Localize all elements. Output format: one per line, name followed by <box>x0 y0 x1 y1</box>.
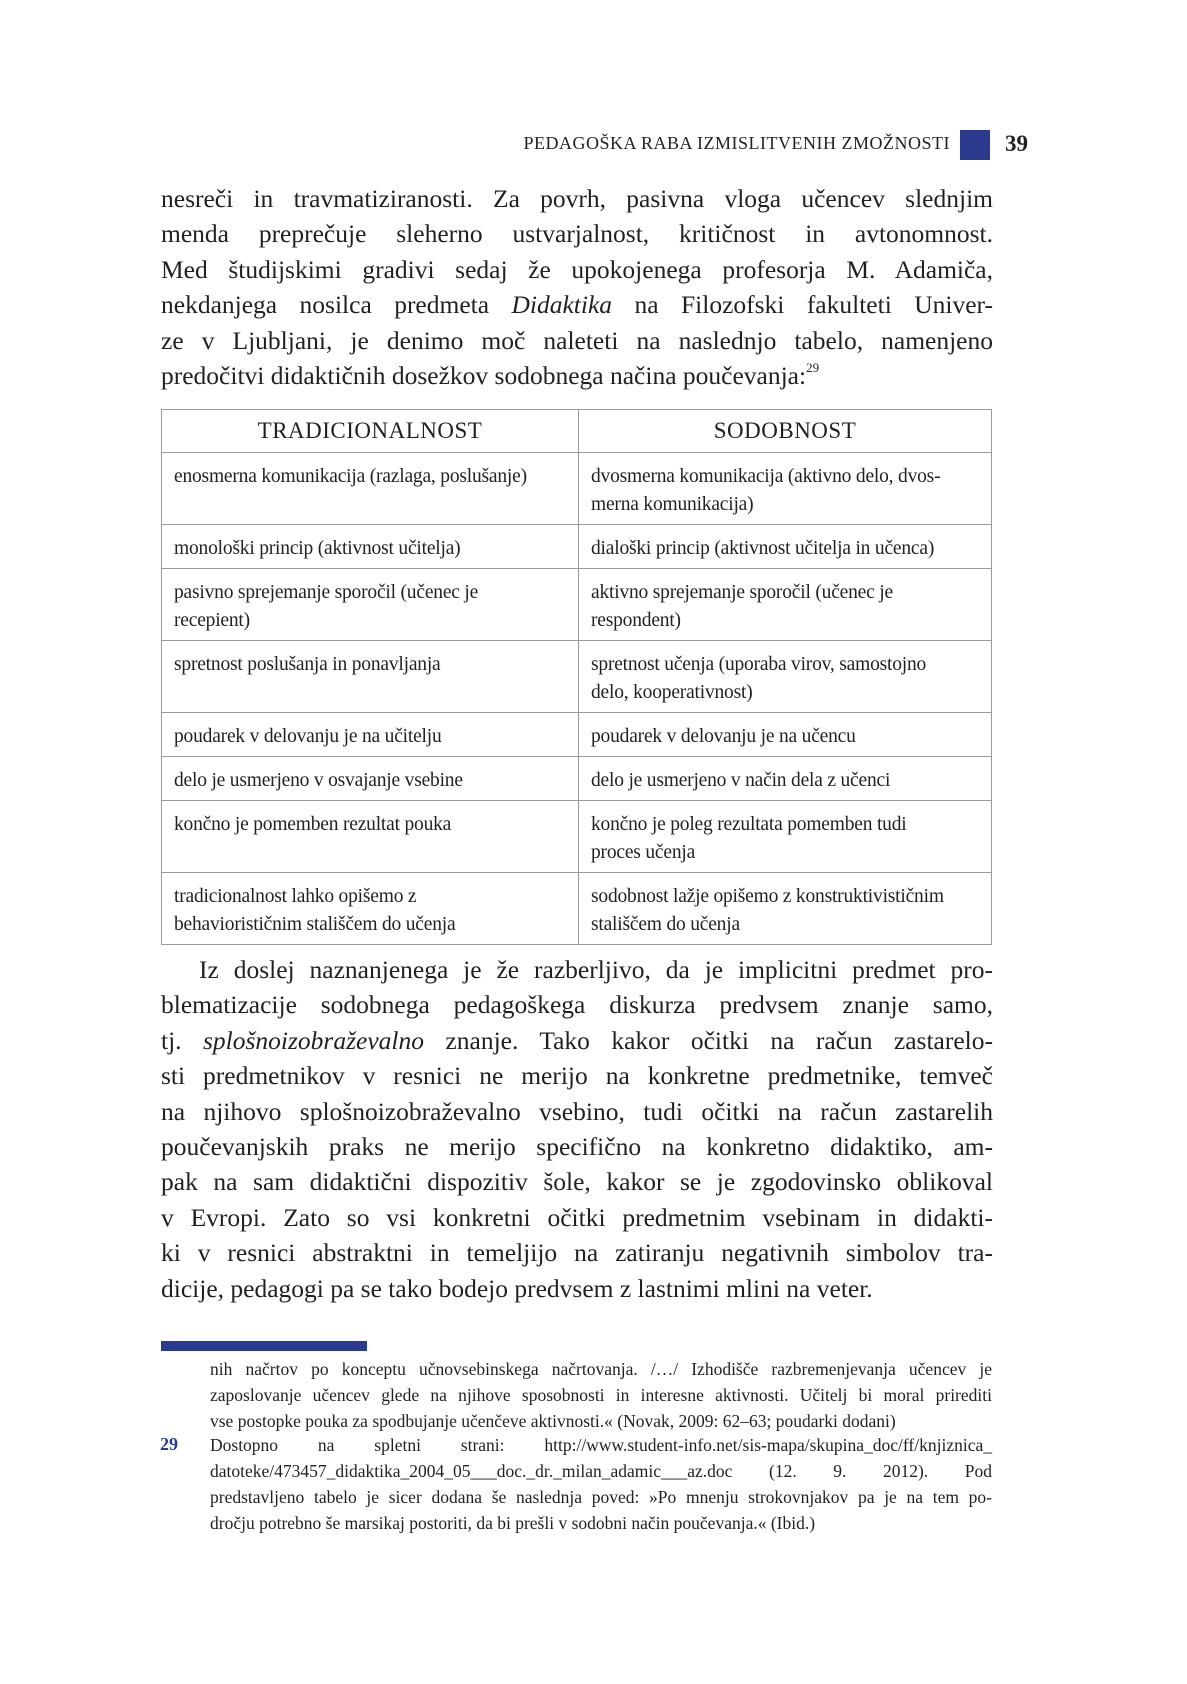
body-paragraph-1 <box>161 181 993 393</box>
column-header-traditional: TRADICIONALNOST <box>162 410 579 453</box>
text-line: sti predmetnikov v resnici ne merijo na konkretne predmetnike, temveč <box>161 1061 993 1091</box>
text-line: Iz doslej naznanjenega je že razberljivo, da je implicitni predmet pro- <box>199 955 993 984</box>
cell-text: behaviorističnim stališčem do učenja <box>174 914 456 935</box>
footnote-line: zaposlovanje učencev glede na njihove sposobnosti in interesne aktivnosti. Učitelj bi moral prirediti <box>210 1385 992 1405</box>
cell-text: delo je usmerjeno v način dela z učenci <box>591 770 891 791</box>
cell-text: sodobnost lažje opišemo z konstruktivističnim <box>591 886 944 907</box>
cell-text: pasivno sprejemanje sporočil (učenec je <box>174 582 479 603</box>
text-line <box>161 1023 993 1058</box>
footnote-29 <box>210 1432 992 1536</box>
cell-text: aktivno sprejemanje sporočil (učenec je <box>591 582 893 603</box>
cell-text: spretnost poslušanja in ponavljanja <box>174 654 441 675</box>
text-line: ze v Ljubljani, je denimo moč naleteti na naslednjo tabelo, namenjeno <box>161 325 993 355</box>
cell-text: merna komunikacija) <box>591 494 754 515</box>
footnote-continuation <box>210 1356 992 1434</box>
body-paragraph-2 <box>161 952 993 1306</box>
cell-text: delo, kooperativnost) <box>591 682 753 703</box>
table-cell-traditional <box>162 801 579 873</box>
text-line <box>161 358 993 393</box>
text-run: nekdanjega nosilca predmeta <box>161 290 512 320</box>
table-cell-modern <box>579 641 992 713</box>
footnote-line: datoteke/473457_didaktika_2004_05___doc._dr._milan_adamic___az.doc (12. 9. 2012). Pod <box>210 1461 992 1481</box>
cell-text: končno je pomemben rezultat pouka <box>174 814 452 835</box>
text-line: ki v resnici abstraktni in temeljijo na zatiranju negativnih simbolov tra- <box>161 1238 993 1268</box>
footnote-line: Dostopno na spletni strani: http://www.student-info.net/sis-mapa/skupina_doc/ff/knjiznica_ <box>210 1435 992 1455</box>
cell-text: recepient) <box>174 610 250 631</box>
header-color-block <box>960 130 990 160</box>
text-line: menda preprečuje sleherno ustvarjalnost, kritičnost in avtonomnost. <box>161 219 993 249</box>
text-line <box>161 287 993 322</box>
text-line: na njihovo splošnoizobraževalno vsebino, tudi očitki na račun zastarelih <box>161 1096 993 1126</box>
table-cell-modern <box>579 757 992 801</box>
table-row <box>162 453 992 525</box>
table-cell-traditional <box>162 453 579 525</box>
footnote-reference: 29 <box>806 360 820 376</box>
table-cell-traditional <box>162 569 579 641</box>
cell-text: proces učenja <box>591 842 696 863</box>
cell-text: končno je poleg rezultata pomemben tudi <box>591 814 907 835</box>
comparison-table <box>161 409 992 945</box>
cell-text: delo je usmerjeno v osvajanje vsebine <box>174 770 463 791</box>
table-cell-traditional <box>162 641 579 713</box>
cell-text: dvosmerna komunikacija (aktivno delo, dvos- <box>591 466 941 487</box>
text-run: predočitvi didaktičnih dosežkov sodobnega načina poučevanja: <box>161 361 807 391</box>
text-line: Med študijskimi gradivi sedaj že upokojenega profesorja M. Adamiča, <box>161 254 993 284</box>
table-cell-modern <box>579 569 992 641</box>
footnote-line: predstavljeno tabelo je sicer dodana še naslednja poved: »Po mnenju strokovnjakov pa je na tem po- <box>210 1487 992 1507</box>
running-title: PEDAGOŠKA RABA IZMISLITVENIH ZMOŽNOSTI <box>523 133 950 153</box>
text-run: na Filozofski fakulteti Univer- <box>612 290 993 320</box>
table-cell-modern <box>579 453 992 525</box>
table-row <box>162 713 992 757</box>
page-number: 39 <box>1005 131 1028 156</box>
text-line: dicije, pedagogi pa se tako bodejo predvsem z lastnimi mlini na veter. <box>161 1273 873 1303</box>
table-header-row <box>162 410 992 453</box>
text-line: v Evropi. Zato so vsi konkretni očitki predmetnim vsebinam in didakti- <box>161 1202 993 1232</box>
cell-text: poudarek v delovanju je na učencu <box>591 726 856 747</box>
cell-text: tradicionalnost lahko opišemo z <box>174 886 417 907</box>
footnote-line: dročju potrebno še marsikaj postoriti, da bi prešli v sodobni način poučevanja.« (Ibid.) <box>210 1513 816 1533</box>
table-row <box>162 569 992 641</box>
footnote-number: 29 <box>160 1434 178 1454</box>
text-run: znanje. Tako kakor očitki na račun zastarelo- <box>424 1025 994 1055</box>
text-line: poučevanjskih praks ne merijo specifično na konkretno didaktiko, am- <box>161 1132 993 1162</box>
table-row <box>162 873 992 945</box>
table-cell-traditional <box>162 873 579 945</box>
table-row <box>162 641 992 713</box>
table-row <box>162 757 992 801</box>
footnote-line: vse postopke pouka za spodbujanje učenčeve aktivnosti.« (Novak, 2009: 62–63; poudarki dodani) <box>210 1411 896 1431</box>
table-row <box>162 801 992 873</box>
table-row <box>162 525 992 569</box>
table-cell-modern <box>579 873 992 945</box>
cell-text: monološki princip (aktivnost učitelja) <box>174 538 461 559</box>
cell-text: stališčem do učenja <box>591 914 740 935</box>
cell-text: respondent) <box>591 610 681 631</box>
table-cell-modern <box>579 801 992 873</box>
table-cell-traditional <box>162 525 579 569</box>
cell-text: enosmerna komunikacija (razlaga, poslušanje) <box>174 466 527 487</box>
cell-text: poudarek v delovanju je na učitelju <box>174 726 442 747</box>
cell-text: spretnost učenja (uporaba virov, samostojno <box>591 654 927 675</box>
italic-term: splošnoizobraževalno <box>202 1025 424 1055</box>
text-line: nesreči in travmatiziranosti. Za povrh, pasivna vloga učencev slednjim <box>161 184 993 213</box>
cell-text: dialoški princip (aktivnost učitelja in učenca) <box>591 538 935 559</box>
text-run: tj. <box>161 1025 203 1055</box>
table-cell-modern <box>579 713 992 757</box>
table-cell-traditional <box>162 713 579 757</box>
footnote-line: nih načrtov po konceptu učnovsebinskega načrtovanja. /…/ Izhodišče razbremenjevanja učencev je <box>210 1359 992 1379</box>
footnote-separator <box>161 1341 367 1351</box>
italic-term: Didaktika <box>511 290 613 320</box>
column-header-modern: SODOBNOST <box>579 410 992 453</box>
table-cell-modern <box>579 525 992 569</box>
text-line: pak na sam didaktični dispozitiv šole, kakor se je zgodovinsko oblikoval <box>161 1167 993 1197</box>
text-line: blematizacije sodobnega pedagoškega diskurza predvsem znanje samo, <box>161 990 993 1020</box>
running-header <box>160 130 1028 160</box>
table-cell-traditional <box>162 757 579 801</box>
